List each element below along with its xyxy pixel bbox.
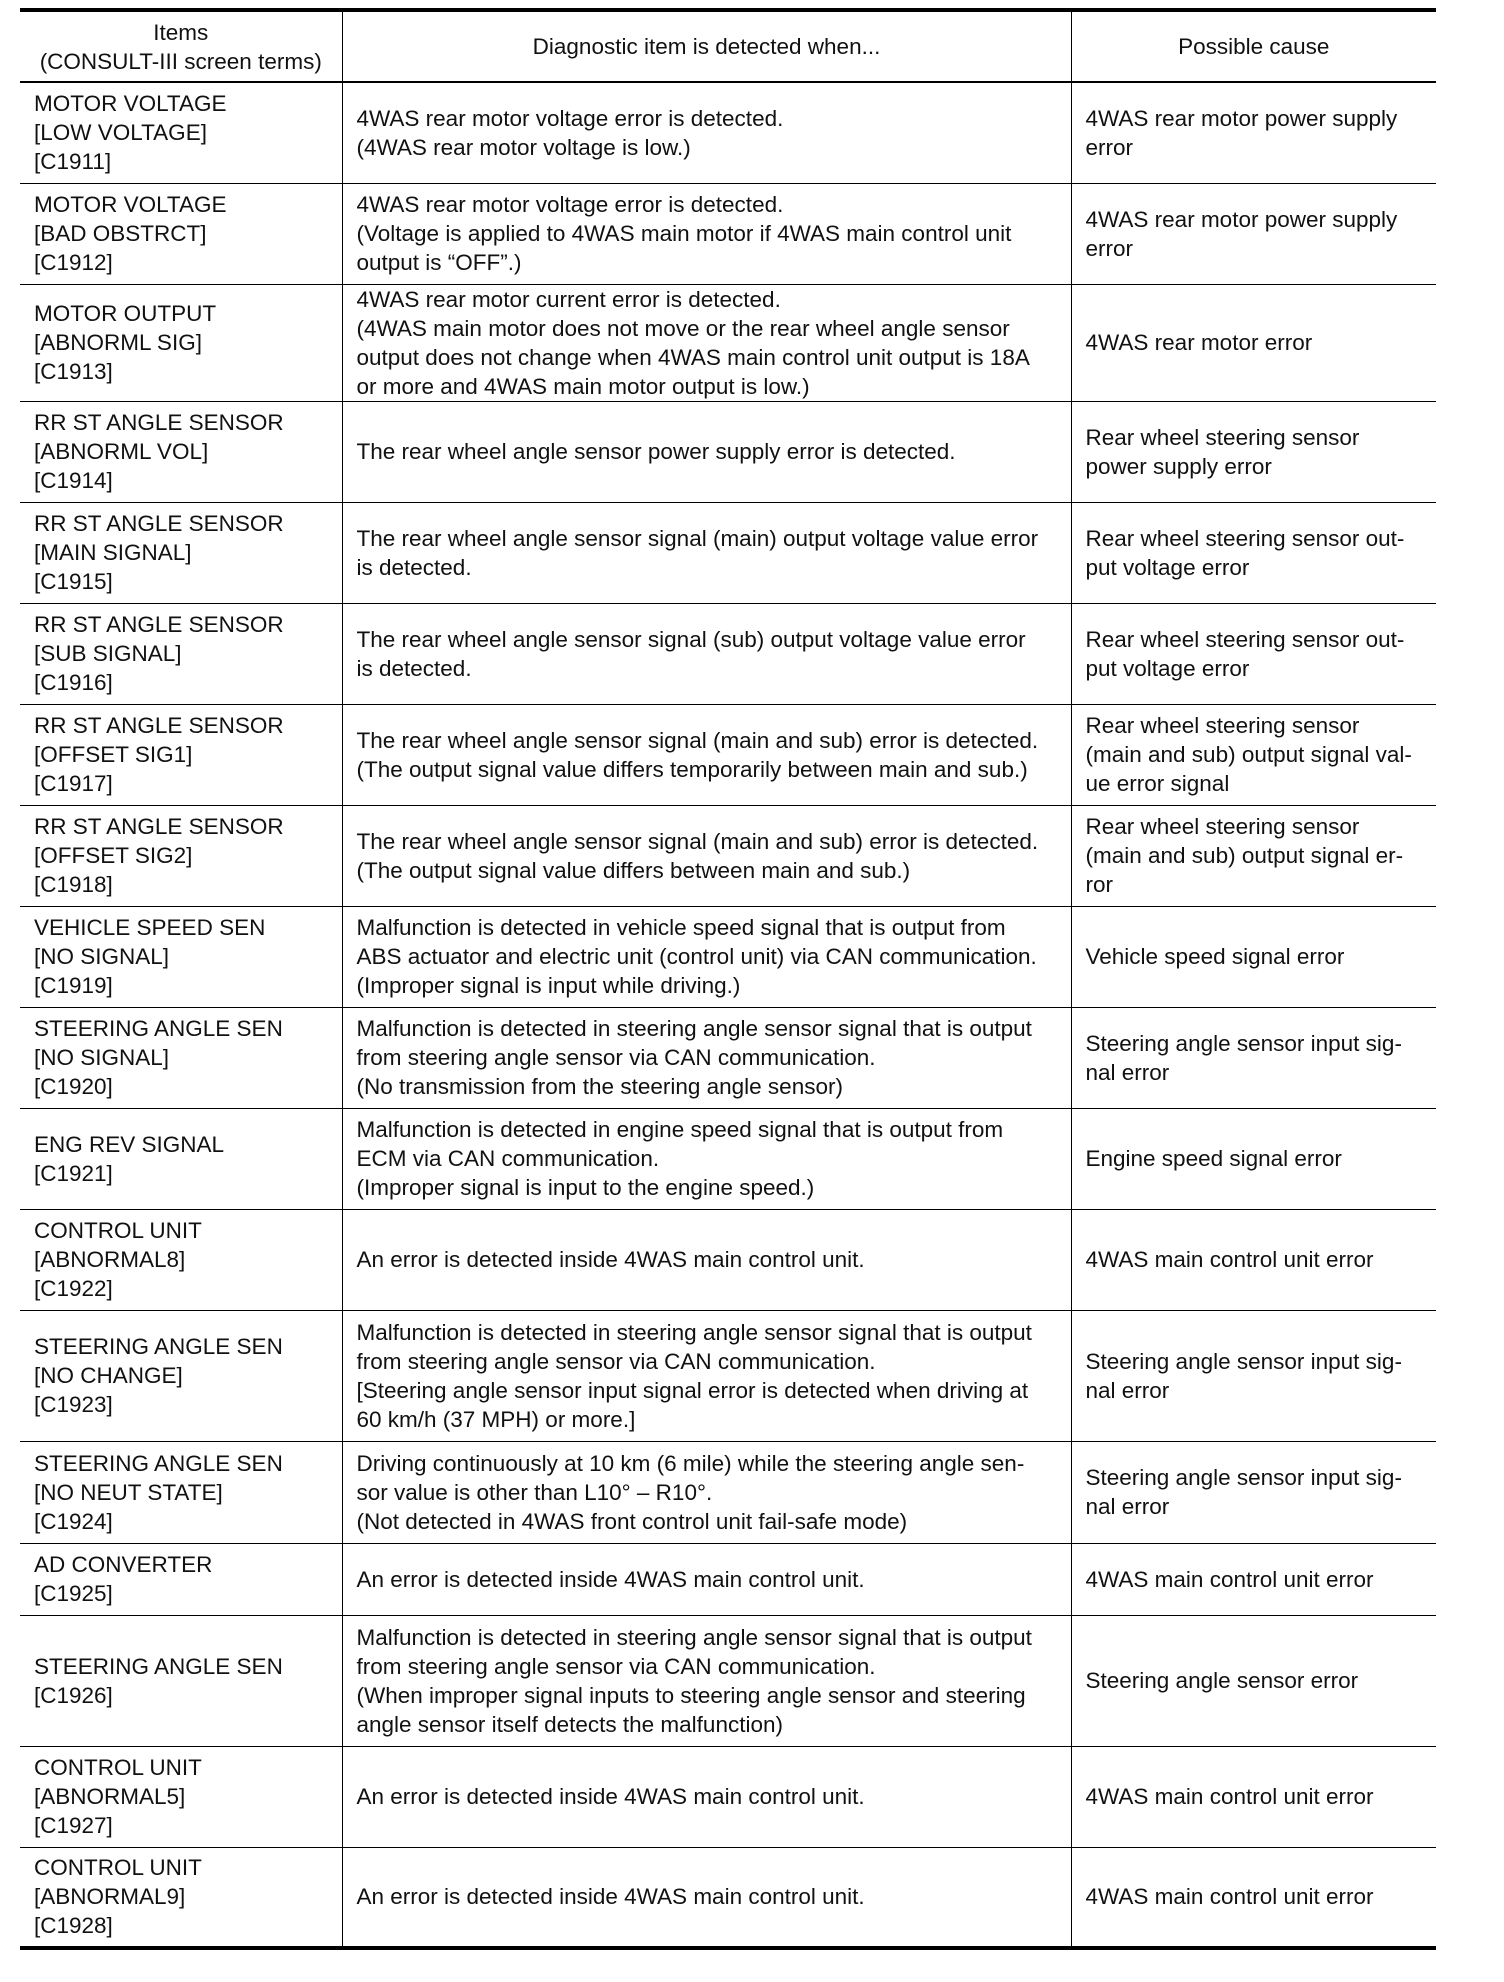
possible-cause-cell-text: 4WAS rear motor power supply error xyxy=(1085,206,1398,261)
item-cell xyxy=(20,1441,342,1543)
table-row xyxy=(20,1108,1436,1209)
item-cell xyxy=(20,603,342,704)
possible-cause-cell xyxy=(1071,805,1436,906)
item-cell-text: RR ST ANGLE SENSOR [SUB SIGNAL] [C1916] xyxy=(34,612,284,695)
item-cell xyxy=(20,502,342,603)
possible-cause-cell-text: Vehicle speed signal error xyxy=(1085,944,1345,969)
table-body xyxy=(20,82,1436,1948)
item-cell-text: RR ST ANGLE SENSOR [MAIN SIGNAL] [C1915] xyxy=(34,511,284,594)
possible-cause-cell xyxy=(1071,1615,1436,1746)
table-row xyxy=(20,1847,1436,1948)
possible-cause-cell xyxy=(1071,1209,1436,1310)
detected-when-cell xyxy=(342,704,1071,805)
item-cell xyxy=(20,1310,342,1441)
possible-cause-cell-text: Steering angle sensor input sig- nal error xyxy=(1085,1348,1402,1403)
header-items: Items (CONSULT-III screen terms) xyxy=(20,10,342,82)
table-row xyxy=(20,284,1436,401)
item-cell-text: STEERING ANGLE SEN [C1926] xyxy=(34,1653,283,1708)
detected-when-cell xyxy=(342,401,1071,502)
possible-cause-cell-text: Steering angle sensor input sig- nal error xyxy=(1085,1030,1402,1085)
detected-when-cell xyxy=(342,82,1071,183)
item-cell xyxy=(20,1108,342,1209)
detected-when-cell xyxy=(342,1746,1071,1847)
possible-cause-cell xyxy=(1071,1441,1436,1543)
possible-cause-cell xyxy=(1071,1007,1436,1108)
item-cell-text: STEERING ANGLE SEN [NO SIGNAL] [C1920] xyxy=(34,1016,283,1099)
detected-when-cell-text: The rear wheel angle sensor signal (main and sub) error is detected. (The output signal value differs temporarily between main and sub.) xyxy=(356,727,1039,782)
detected-when-cell xyxy=(342,1441,1071,1543)
possible-cause-cell xyxy=(1071,906,1436,1007)
item-cell xyxy=(20,704,342,805)
detected-when-cell-text: 4WAS rear motor current error is detected. (4WAS main motor does not move or the rear wheel angle sensor output does not change when 4WAS main control unit output is 18A or more and 4WAS main motor output is low.) xyxy=(356,286,1030,399)
detected-when-cell-text: The rear wheel angle sensor signal (main) output voltage value error is detected. xyxy=(356,525,1039,580)
detected-when-cell-text: An error is detected inside 4WAS main control unit. xyxy=(356,1784,865,1809)
detected-when-cell xyxy=(342,805,1071,906)
header-possible-cause: Possible cause xyxy=(1071,10,1436,82)
detected-when-cell xyxy=(342,1310,1071,1441)
possible-cause-cell-text: Rear wheel steering sensor out- put voltage error xyxy=(1085,525,1405,580)
table-row xyxy=(20,1441,1436,1543)
detected-when-cell-text: An error is detected inside 4WAS main control unit. xyxy=(356,1566,865,1592)
possible-cause-cell-text: 4WAS rear motor power supply error xyxy=(1085,105,1398,160)
item-cell xyxy=(20,401,342,502)
possible-cause-cell xyxy=(1071,183,1436,284)
detected-when-cell-text: Driving continuously at 10 km (6 mile) while the steering angle sen- sor value is other than L10° – R10°. (Not detected in 4WAS front control unit fail-safe mode) xyxy=(356,1450,1025,1534)
item-cell-text: VEHICLE SPEED SEN [NO SIGNAL] [C1919] xyxy=(34,915,266,998)
possible-cause-cell xyxy=(1071,704,1436,805)
table-row xyxy=(20,1007,1436,1108)
item-cell xyxy=(20,1847,342,1948)
possible-cause-cell-text: Engine speed signal error xyxy=(1085,1146,1342,1171)
detected-when-cell-text: 4WAS rear motor voltage error is detected. (4WAS rear motor voltage is low.) xyxy=(356,105,784,160)
possible-cause-cell-text: Rear wheel steering sensor out- put voltage error xyxy=(1085,626,1405,681)
item-cell-text: RR ST ANGLE SENSOR [ABNORML VOL] [C1914] xyxy=(34,410,284,493)
table-row xyxy=(20,1543,1436,1615)
detected-when-cell xyxy=(342,1007,1071,1108)
detected-when-cell-text: The rear wheel angle sensor power supply error is detected. xyxy=(356,439,956,464)
table-row xyxy=(20,1746,1436,1847)
table-row xyxy=(20,906,1436,1007)
item-cell xyxy=(20,1007,342,1108)
table-row xyxy=(20,82,1436,183)
detected-when-cell xyxy=(342,1847,1071,1948)
table-header xyxy=(20,10,1436,82)
table-row xyxy=(20,401,1436,502)
item-cell-text: STEERING ANGLE SEN [NO CHANGE] [C1923] xyxy=(34,1334,283,1417)
possible-cause-cell-text: Rear wheel steering sensor (main and sub) output signal val- ue error signal xyxy=(1085,713,1412,796)
table-row xyxy=(20,502,1436,603)
detected-when-cell-text: Malfunction is detected in vehicle speed signal that is output from ABS actuator and electric unit (control unit) via CAN communication. (Improper signal is input while driving.) xyxy=(356,915,1037,998)
detected-when-cell xyxy=(342,906,1071,1007)
detected-when-cell-text: Malfunction is detected in engine speed signal that is output from ECM via CAN communication. (Improper signal is input to the engine speed.) xyxy=(356,1117,1004,1200)
possible-cause-cell xyxy=(1071,284,1436,401)
item-cell xyxy=(20,1615,342,1746)
item-cell-text: AD CONVERTER [C1925] xyxy=(34,1552,213,1606)
table-row xyxy=(20,1615,1436,1746)
item-cell-text: RR ST ANGLE SENSOR [OFFSET SIG1] [C1917] xyxy=(34,713,284,796)
detected-when-cell-text: The rear wheel angle sensor signal (sub) output voltage value error is detected. xyxy=(356,626,1026,681)
detected-when-cell xyxy=(342,284,1071,401)
detected-when-cell-text: An error is detected inside 4WAS main control unit. xyxy=(356,1247,865,1272)
diagnosis-table xyxy=(20,8,1436,1950)
possible-cause-cell-text: 4WAS main control unit error xyxy=(1085,1566,1374,1592)
detected-when-cell-text: An error is detected inside 4WAS main control unit. xyxy=(356,1884,865,1910)
item-cell-text: MOTOR VOLTAGE [LOW VOLTAGE] [C1911] xyxy=(34,91,227,175)
detected-when-cell xyxy=(342,502,1071,603)
item-cell xyxy=(20,1209,342,1310)
detected-when-cell-text: The rear wheel angle sensor signal (main and sub) error is detected. (The output signal value differs between main and sub.) xyxy=(356,828,1039,883)
table-row xyxy=(20,603,1436,704)
item-cell-text: CONTROL UNIT [ABNORMAL8] [C1922] xyxy=(34,1218,202,1301)
detected-when-cell xyxy=(342,1543,1071,1615)
item-cell-text: CONTROL UNIT [ABNORMAL9] [C1928] xyxy=(34,1855,202,1939)
item-cell xyxy=(20,1746,342,1847)
possible-cause-cell xyxy=(1071,603,1436,704)
detected-when-cell xyxy=(342,1108,1071,1209)
detected-when-cell-text: Malfunction is detected in steering angle sensor signal that is output from steering angle sensor via CAN communication. (No transmission from the steering angle sensor) xyxy=(356,1016,1032,1099)
item-cell-text: CONTROL UNIT [ABNORMAL5] [C1927] xyxy=(34,1755,202,1838)
detected-when-cell xyxy=(342,183,1071,284)
table-row xyxy=(20,704,1436,805)
possible-cause-cell-text: 4WAS main control unit error xyxy=(1085,1247,1374,1272)
item-cell-text: STEERING ANGLE SEN [NO NEUT STATE] [C1924] xyxy=(34,1450,283,1534)
possible-cause-cell xyxy=(1071,82,1436,183)
possible-cause-cell xyxy=(1071,1746,1436,1847)
item-cell xyxy=(20,906,342,1007)
possible-cause-cell-text: 4WAS main control unit error xyxy=(1085,1884,1374,1910)
item-cell xyxy=(20,284,342,401)
possible-cause-cell-text: Rear wheel steering sensor power supply error xyxy=(1085,424,1360,479)
possible-cause-cell-text: 4WAS rear motor error xyxy=(1085,330,1313,355)
possible-cause-cell-text: Steering angle sensor error xyxy=(1085,1668,1359,1693)
item-cell xyxy=(20,805,342,906)
item-cell xyxy=(20,183,342,284)
possible-cause-cell xyxy=(1071,1108,1436,1209)
possible-cause-cell xyxy=(1071,1310,1436,1441)
header-detected-when: Diagnostic item is detected when... xyxy=(342,10,1071,82)
table-row xyxy=(20,183,1436,284)
detected-when-cell xyxy=(342,1615,1071,1746)
detected-when-cell-text: Malfunction is detected in steering angle sensor signal that is output from steering angle sensor via CAN communication. [Steering angle sensor input signal error is detected when driving at 60 km/h (37 MPH) or more.] xyxy=(356,1319,1032,1432)
possible-cause-cell xyxy=(1071,1847,1436,1948)
item-cell-text: RR ST ANGLE SENSOR [OFFSET SIG2] [C1918] xyxy=(34,814,284,897)
item-cell xyxy=(20,1543,342,1615)
possible-cause-cell-text: Rear wheel steering sensor (main and sub) output signal er- ror xyxy=(1085,814,1404,897)
detected-when-cell-text: 4WAS rear motor voltage error is detected. (Voltage is applied to 4WAS main motor if 4WAS main control unit output is “OFF”.) xyxy=(356,192,1012,275)
header-row xyxy=(20,10,1436,82)
item-cell xyxy=(20,82,342,183)
item-cell-text: MOTOR VOLTAGE [BAD OBSTRCT] [C1912] xyxy=(34,192,227,275)
detected-when-cell xyxy=(342,1209,1071,1310)
item-cell-text: ENG REV SIGNAL [C1921] xyxy=(34,1131,225,1186)
possible-cause-cell-text: Steering angle sensor input sig- nal error xyxy=(1085,1465,1402,1519)
detected-when-cell xyxy=(342,603,1071,704)
table-row xyxy=(20,1209,1436,1310)
possible-cause-cell xyxy=(1071,1543,1436,1615)
table-row xyxy=(20,805,1436,906)
table-row xyxy=(20,1310,1436,1441)
item-cell-text: MOTOR OUTPUT [ABNORML SIG] [C1913] xyxy=(34,301,217,384)
possible-cause-cell xyxy=(1071,502,1436,603)
possible-cause-cell-text: 4WAS main control unit error xyxy=(1085,1784,1374,1809)
detected-when-cell-text: Malfunction is detected in steering angle sensor signal that is output from steering angle sensor via CAN communication. (When improper signal inputs to steering angle sensor and steering angle sensor itself detects the malfunction) xyxy=(356,1624,1032,1737)
possible-cause-cell xyxy=(1071,401,1436,502)
